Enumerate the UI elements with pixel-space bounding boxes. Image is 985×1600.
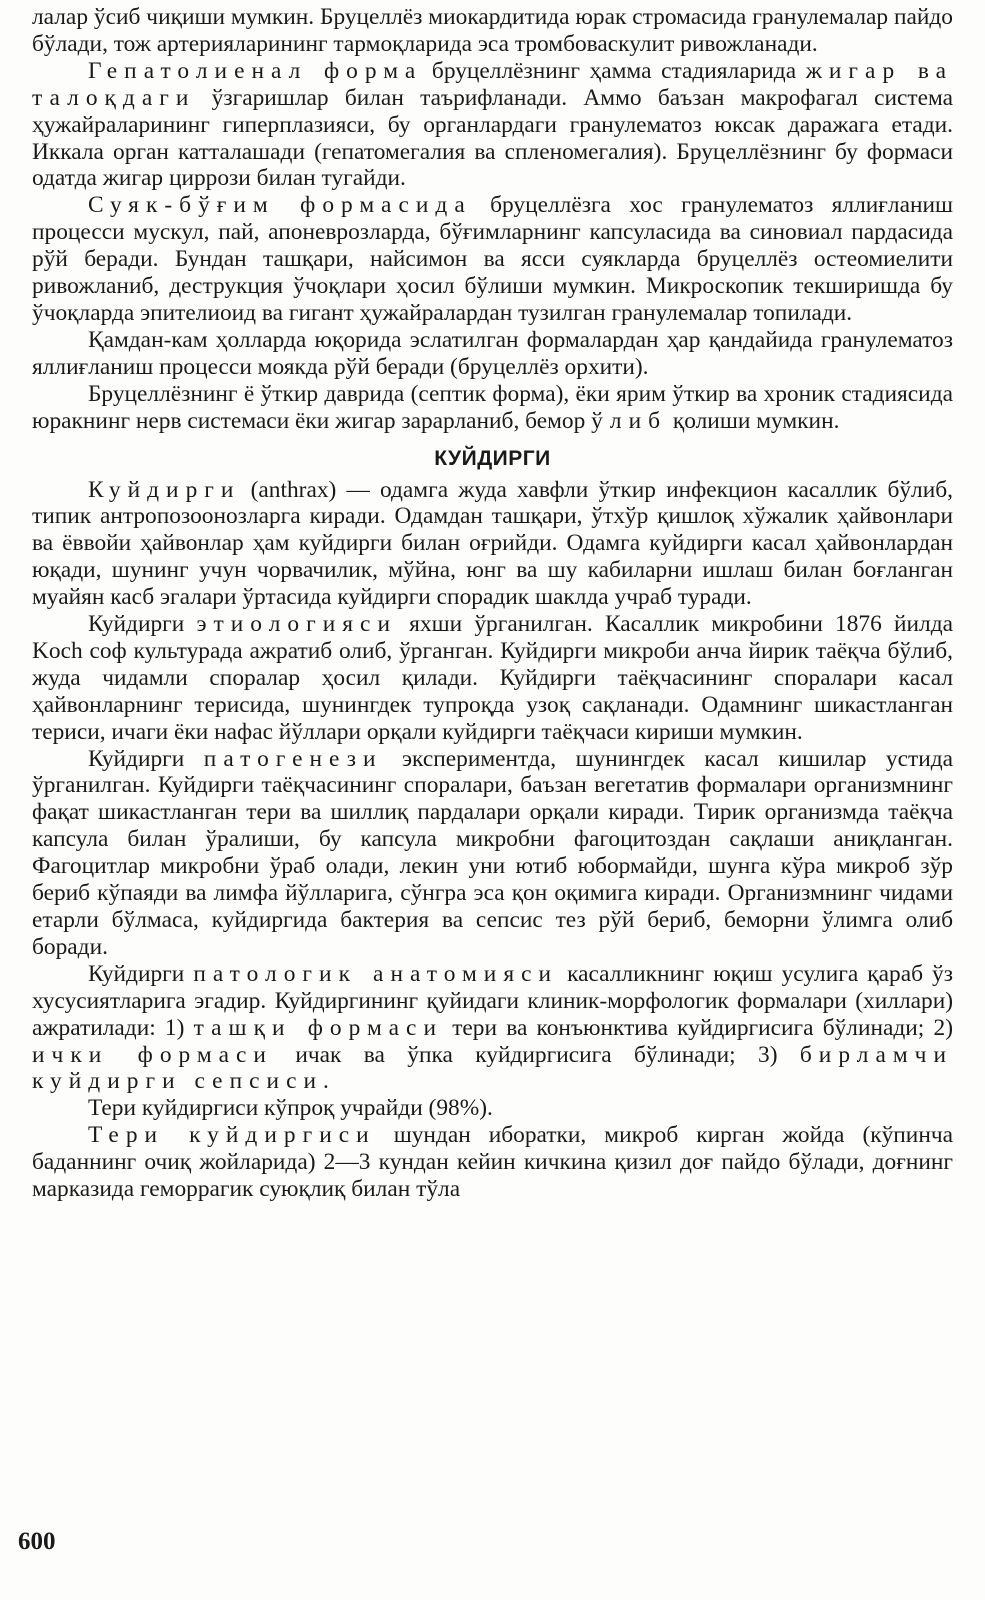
paragraph — [32, 327, 953, 381]
text-run: ичак ва ўпка куйдиргисига бўлинади; 3) — [272, 1041, 800, 1068]
spaced-term: Тери куйдиргиси — [88, 1122, 376, 1149]
spaced-term: патогенези — [203, 745, 383, 772]
section-heading: КУЙДИРГИ — [434, 446, 551, 470]
text-run: касалликнинг юқиш усулига қараб ўз хусусиятларига эгадир. Куйдиргининг қуйидаги клиник-морфологик формалари (хиллари) ажратилади: 1) — [32, 960, 953, 1041]
spaced-term: ички формаси — [32, 1041, 273, 1068]
paragraph — [32, 58, 953, 193]
text-run: (anthrax) — одамга жуда хавфли ўткир инфекцион касаллик бўлиб, типик антропозоонозларга киради. Одамдан ташқари, ўтхўр қишлоқ хўжалик ҳайвонлари ва ёввойи ҳайвонлар ҳам куйдирги билан оғрийди. Одамга куйдирги касал ҳайвонлардан юқади, шунинг учун чорвачилик, мўйна, юнг ва шу кабиларни ишлаш билан боғланган муайян касб эгалари ўртасида куйдирги спорадик шаклда учраб туради. — [32, 476, 953, 611]
paragraph — [32, 381, 953, 435]
paragraph — [32, 1095, 953, 1122]
paragraph — [32, 192, 953, 327]
text-run: яхши ўрганилган. Касаллик микробини 1876 йилда Koch соф культурада ажратиб олиб, ўрганган. Куйдирги микроби анча йирик таёқча бўлиб, жуда чидамли споралар ҳосил қилади. Куйдирги таёқчасининг споралари касал ҳайвонларнинг терисида, шунингдек тупроқда узоқ сақланади. Одамнинг шикастланган териси, ичаги ёки нафас йўллари орқали куйдирги таёқчаси кириши мумкин. — [32, 611, 953, 745]
text-run: Қамдан-кам ҳолларда юқорида эслатилган формалардан ҳар қандайида гранулематоз яллиғланиш процесси моякда рўй беради (бруцеллёз орхити). — [32, 326, 953, 380]
text-run: Куйдирги — [88, 960, 194, 987]
paragraph — [32, 746, 953, 961]
page-body — [32, 4, 953, 1203]
text-run: Бруцеллёзнинг ё ўткир даврида (септик форма), ёки ярим ўткир ва хроник стадиясида юракнинг нерв системаси ёки жигар зарарланиб, бемор — [32, 380, 953, 434]
text-run: Тери куйдиргиси кўпроқ учрайди (98%). — [88, 1095, 493, 1122]
paragraph — [32, 961, 953, 1096]
text-run: бруцеллёзнинг ҳамма стадияларида — [422, 57, 806, 84]
spaced-term: ўлиб — [591, 407, 668, 434]
text-run: ўзгаришлар билан таърифланади. Аммо баъзан макрофагал система ҳужайраларининг гиперплазияси, бу органлардаги гранулематоз юксак даражага етади. Иккала орган катталашади (гепатомегалия ва спленомегалия). Бруцеллёзнинг бу формаси одатда жигар циррози билан тугайди. — [32, 84, 953, 192]
spaced-term: патологик анатомияси — [193, 960, 559, 987]
spaced-term: бирламчи куйдирги сепсиси — [32, 1041, 953, 1095]
paragraph — [32, 477, 953, 612]
text-run: лалар ўсиб чиқиши мумкин. Бруцеллёз миокардитида юрак стромасида гранулемалар пайдо бўлади, тож артерияларининг тармоқларида эса тромбоваскулит ривожланади. — [32, 4, 953, 57]
spaced-term: этиологияси — [196, 611, 397, 638]
spaced-term: ташқи формаси — [193, 1014, 443, 1041]
text-run: қолиши мумкин. — [667, 407, 840, 434]
text-run: экспериментда, шунингдек касал кишилар устида ўрганилган. Куйдирги таёқчасининг споралари, баъзан вегетатив формалари организмнинг фақат шикастланган тери ва шиллиқ пардалари орқали киради. Тирик организмда таёқча капсула билан ўралиши, бу капсула микробни фагоцитоздан сақлаши аниқланган. Фагоцитлар микробни ўраб олади, лекин уни ютиб юбормайди, шунга кўра микроб зўр бериб кўпаяди ва лимфа йўлларига, сўнгра эса қон оқимига киради. Организмнинг чидами етарли бўлмаса, куйдиргида бактерия ва сепсис тез рўй бериб, беморни ўлимга олиб боради. — [32, 745, 953, 960]
page-number: 600 — [18, 1528, 56, 1555]
spaced-term: Суяк-бўғим формасида — [88, 192, 472, 219]
paragraph — [32, 1122, 953, 1203]
paragraph — [32, 4, 953, 58]
text-run: тери ва конъюнктива куйдиргисига бўлинади; 2) — [443, 1014, 953, 1041]
text-run: Куйдирги — [88, 745, 204, 772]
paragraph — [32, 611, 953, 746]
text-run: бруцеллёзга хос гранулематоз яллиғланиш процесси мускул, пай, апоневрозларда, бўғимларнинг капсуласида ва синовиал пардасида рўй беради. Бундан ташқари, найсимон ва ясси суякларда бруцеллёз остеомиелити ривожланиб, деструкция ўчоқлари ҳосил бўлиши мумкин. Микроскопик текширишда бу ўчоқларда эпителиоид ва гигант ҳужайралардан тузилган гранулемалар топилади. — [32, 192, 953, 326]
text-run: шундан иборатки, микроб кирган жойда (кўпинча баданнинг очиқ жойларида) 2—3 кундан кейин кичкина қизил доғ пайдо бўлади, доғнинг марказида геморрагик суюқлиқ билан тўла — [32, 1122, 953, 1203]
spaced-term: Куйдирги — [88, 476, 241, 503]
spaced-term: Гепатолиенал форма — [88, 57, 423, 84]
spaced-term: жигар ва талоқдаги — [32, 57, 953, 111]
text-run: . — [323, 1068, 329, 1095]
text-run: Куйдирги — [88, 611, 197, 638]
